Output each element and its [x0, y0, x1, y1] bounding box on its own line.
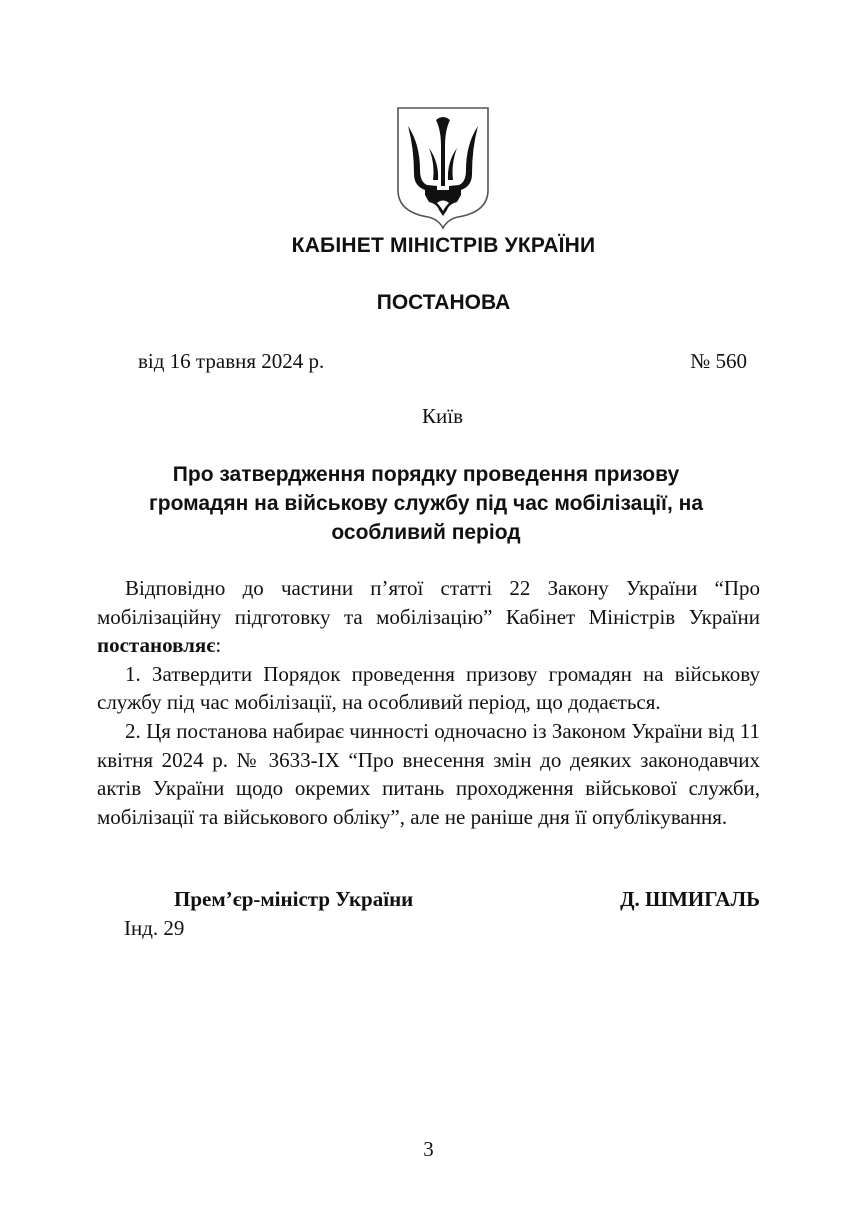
document-city: Київ: [422, 404, 463, 428]
trident-coat-of-arms-icon: [395, 106, 491, 230]
subject-line: Про затвердження порядку проведення призову: [172, 463, 680, 486]
clause-2: 2. Ця постанова набирає чинності одночасно із Законом України від 11 квітня 2024 р. № 3633-IX “Про внесення змін до деяких законодавчих актів України щодо окремих питань проходження військової служби, мобілізації та військового обліку”, але не раніше дня її опублікування.: [97, 718, 760, 829]
document-subject: [96, 460, 756, 547]
organization-title: КАБІНЕТ МІНІСТРІВ УКРАЇНИ: [291, 234, 596, 257]
document-type: ПОСТАНОВА: [376, 291, 511, 314]
document-index: Інд. 29: [124, 916, 185, 940]
subject-line: громадян на військову службу під час мобілізації, на: [149, 492, 703, 515]
preamble-colon: :: [215, 633, 222, 658]
signatory-title: Прем’єр-міністр України: [174, 887, 414, 911]
resolves-keyword: постановляє: [97, 633, 216, 658]
clause-1: 1. Затвердити Порядок проведення призову громадян на військову службу під час мобілізації, на особливий період, що додається.: [97, 661, 760, 715]
subject-line: особливий період: [331, 521, 521, 544]
document-number: № 560: [690, 349, 747, 373]
preamble-text: Відповідно до частини п’ятої статті 22 Закону України “Про мобілізаційну підготовку та мобілізацію” Кабінет Міністрів України: [97, 576, 760, 629]
signatory-name: Д. ШМИГАЛЬ: [620, 887, 760, 911]
page-number: 3: [423, 1137, 434, 1161]
preamble-paragraph: [97, 574, 760, 660]
document-date: від 16 травня 2024 р.: [138, 349, 325, 373]
document-body: [97, 574, 760, 831]
